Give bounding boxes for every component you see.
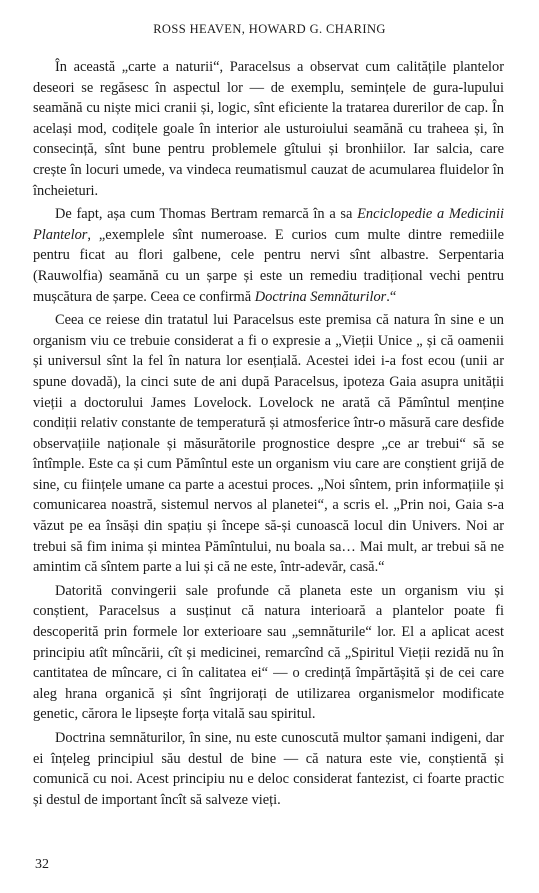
paragraph: Doctrina semnăturilor, în sine, nu este cunoscută multor șamani indigeni, dar ei înțeleg principiul său destul de bine — că natura este vie, conștientă și comunică cu noi. Acest principiu nu e deloc considerat fantezist, ci foarte practic și destul de important încît să salveze vieți.	[33, 730, 504, 808]
page-number: 32	[35, 857, 49, 872]
paragraph: Ceea ce reiese din tratatul lui Paracelsus este premisa că natura în sine e un organism viu ce trebuie considerat a fi o expresie a „Vieții Unice „ și că oamenii și universul sînt la fel în natura lor esențială. Acestei idei i-a fost ecou (unii ar spune dovadă), la cinci sute de ani după Paracelsus, ipoteza Gaia asupra unității vieții a doctorului James Lovelock. Lovelock ne arată că Pămîntul menține condiții relativ constante de temperatură și atmosferice într-o măsură care desfide observațiile naționale și măsurătorile prognostice despre „ce ar trebui“ să se întîmple. Este ca și cum Pămîntul este un organism viu care are conștient grijă de sine, cu ființele umane ca parte a acestui proces. „Noi sîntem, prin informațiile și comunicarea noastră, sistemul nervos al planetei“, a scris el. „Prin noi, Gaia s-a văzut pe ea însăși din spațiu și începe să-și cunoască locul din Univers. Noi ar trebui să fim inima și mintea Pămîntului, nu boala sa… Mai mult, ar trebui să ne amintim că sîntem parte a lui și că ne este, într-adevăr, casă.“	[33, 312, 504, 576]
body-text	[33, 57, 504, 813]
running-header: ROSS HEAVEN, HOWARD G. CHARING	[153, 22, 386, 36]
paragraph: În această „carte a naturii“, Paracelsus a observat cum calitățile plantelor deseori se regăsesc în aspectul lor — de exemplu, semințele de gura-lupului seamănă cu niște mici cranii și, logic, sînt eficiente la tratarea durerilor de cap. În același mod, codițele goale în interior ale usturoiului seamănă cu traheea și, în consecință, sînt bune pentru problemele gîtului și bronhiilor. Iar salcia, care crește în locuri umede, va vindeca reumatismul cauzat de acumularea fluidelor în încheieturi.	[33, 59, 504, 199]
paragraph: Datorită convingerii sale profunde că planeta este un organism viu și conștient, Paracelsus a susținut că natura interioară a plantelor poate fi descoperită prin formele lor exterioare sau „semnăturile“ lor. El a aplicat acest principiu atît mîncării, cît și medicinei, remarcînd că „Spiritul Vieții rezidă nu în cantitatea de mîncare, ci în calitatea ei“ — o credință împărtășită și de cei care aleg hrana organică și sînt îngrijorați de utilizarea organismelor modificate genetic, cărora le lipsește forța vitală sau spiritul.	[33, 582, 504, 723]
paragraph: De fapt, așa cum Thomas Bertram remarcă în a sa Enciclopedie a Medicinii Plantelor, „exemplele sînt numeroase. E curios cum multe dintre remediile pentru ficat au flori galbene, cele pentru nervi sînt albastre. Serpentaria (Rauwolfia) seamănă cu un șarpe și este un remediu tradițional vechi pentru mușcătura de șarpe. Ceea ce confirmă Doctrina Semnăturilor.“	[33, 206, 504, 305]
